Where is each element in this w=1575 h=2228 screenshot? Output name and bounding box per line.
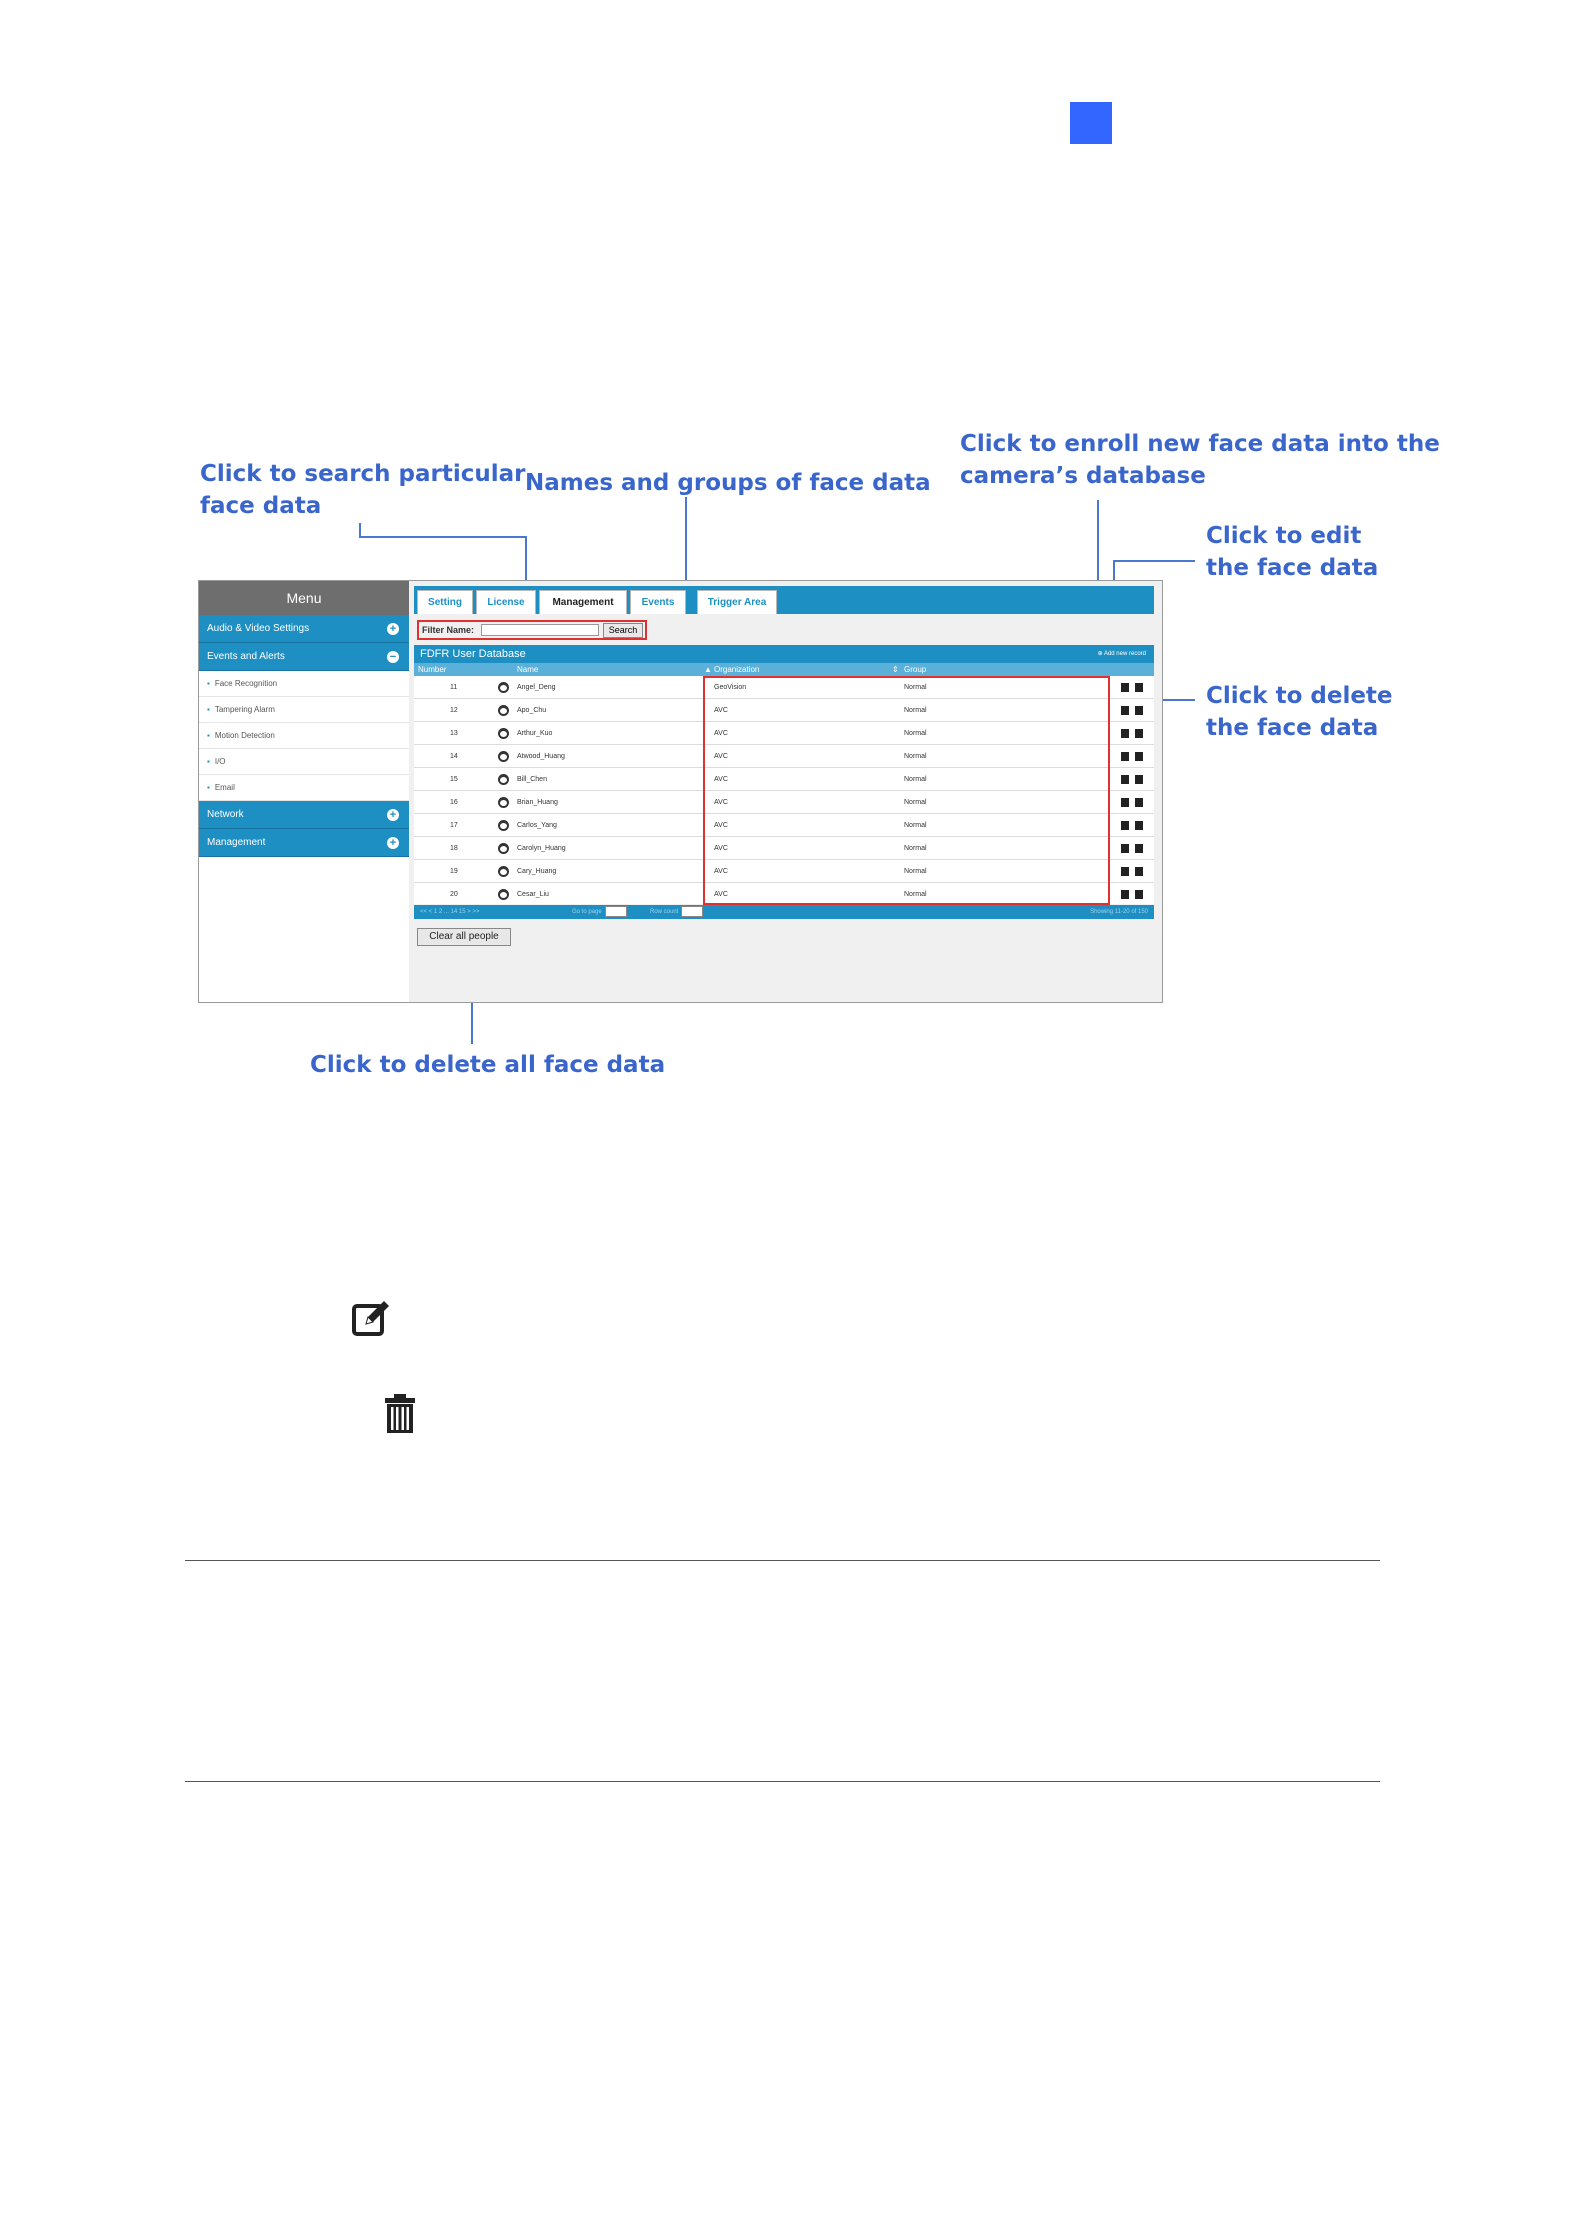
tab-trigger-area[interactable]: Trigger Area (697, 590, 777, 614)
delete-icon[interactable] (1135, 890, 1143, 899)
callout-delete-line2: the face data (1206, 715, 1379, 741)
delete-icon[interactable] (1135, 683, 1143, 692)
row-group: Normal (904, 684, 927, 691)
divider (185, 1560, 1380, 1561)
menu-audio-video-label: Audio & Video Settings (207, 623, 310, 634)
face-icon[interactable] (498, 797, 509, 808)
table-row[interactable] (414, 883, 1154, 906)
go-to-page-label: Go to page (572, 909, 602, 915)
row-organization: AVC (714, 868, 728, 875)
row-name: Brian_Huang (517, 799, 558, 806)
row-name: Cary_Huang (517, 868, 557, 875)
menu-title: Menu (199, 581, 409, 615)
page-select[interactable] (605, 906, 627, 917)
menu-email-label: Email (214, 783, 235, 792)
pagination-bar (414, 905, 1154, 919)
row-organization: AVC (714, 891, 728, 898)
bullet-icon: ▪ (207, 783, 210, 792)
menu-management-label: Management (207, 837, 266, 848)
row-organization: AVC (714, 753, 728, 760)
callout-edit-line1: Click to edit (1206, 523, 1362, 549)
row-group: Normal (904, 822, 927, 829)
clear-all-people-button[interactable]: Clear all people (417, 928, 511, 946)
row-group: Normal (904, 776, 927, 783)
row-number: 14 (450, 753, 458, 760)
row-group: Normal (904, 707, 927, 714)
edit-icon[interactable] (1121, 844, 1129, 853)
add-record-label: Add new record (1103, 651, 1146, 657)
row-group: Normal (904, 845, 927, 852)
plus-icon: + (387, 809, 399, 821)
menu-face-recognition[interactable] (199, 671, 409, 697)
table-row[interactable] (414, 745, 1154, 768)
row-number: 13 (450, 730, 458, 737)
sort-icon[interactable]: ▲ (704, 665, 712, 674)
face-icon[interactable] (498, 889, 509, 900)
edit-icon[interactable] (1121, 821, 1129, 830)
minus-icon: − (387, 651, 399, 663)
row-number: 15 (450, 776, 458, 783)
face-icon[interactable] (498, 682, 509, 693)
sort-icon[interactable]: ⇕ (892, 665, 899, 674)
delete-icon[interactable] (1135, 844, 1143, 853)
delete-icon[interactable] (1135, 867, 1143, 876)
search-button[interactable]: Search (603, 623, 643, 638)
menu-email[interactable] (199, 775, 409, 801)
face-icon[interactable] (498, 843, 509, 854)
tab-management[interactable]: Management (539, 590, 627, 614)
edit-icon (352, 1298, 392, 1338)
tab-bar (414, 586, 1154, 614)
delete-icon[interactable] (1135, 798, 1143, 807)
delete-icon[interactable] (1135, 821, 1143, 830)
menu-events-alerts-label: Events and Alerts (207, 651, 285, 662)
row-count (650, 905, 706, 919)
menu-network-label: Network (207, 809, 244, 820)
table-row[interactable] (414, 699, 1154, 722)
face-icon[interactable] (498, 866, 509, 877)
callout-edit-line2: the face data (1206, 555, 1379, 581)
edit-icon[interactable] (1121, 867, 1129, 876)
database-title-bar (414, 645, 1154, 663)
table-row[interactable] (414, 791, 1154, 814)
page-nav[interactable]: << < 1 2 ... 14 15 > >> (420, 909, 480, 915)
row-name: Angel_Deng (517, 684, 556, 691)
menu-network[interactable] (199, 801, 409, 829)
filter-name-input[interactable] (481, 624, 599, 636)
delete-icon[interactable] (1135, 775, 1143, 784)
row-group: Normal (904, 891, 927, 898)
menu-tampering-alarm-label: Tampering Alarm (214, 705, 275, 714)
row-name: Carolyn_Huang (517, 845, 566, 852)
bullet-icon: ▪ (207, 679, 210, 688)
trash-icon (384, 1394, 416, 1434)
menu-face-recognition-label: Face Recognition (214, 679, 278, 688)
delete-icon[interactable] (1135, 729, 1143, 738)
tab-setting[interactable]: Setting (417, 590, 473, 614)
callout-search (200, 458, 526, 522)
table-body (414, 676, 1154, 904)
row-number: 12 (450, 707, 458, 714)
add-record-link[interactable] (1098, 645, 1146, 663)
callout-edit (1206, 520, 1378, 584)
menu-motion-detection-label: Motion Detection (214, 731, 275, 740)
row-organization: AVC (714, 845, 728, 852)
tab-events[interactable]: Events (630, 590, 686, 614)
face-icon[interactable] (498, 820, 509, 831)
divider (185, 1781, 1380, 1782)
bullet-icon: ▪ (207, 705, 210, 714)
callout-names-groups: Names and groups of face data (525, 470, 931, 496)
plus-icon: + (387, 837, 399, 849)
menu-io-label: I/O (214, 757, 226, 766)
row-name: Bill_Chen (517, 776, 547, 783)
fdfr-screenshot (198, 580, 1163, 1003)
row-group: Normal (904, 753, 927, 760)
row-count-label: Row count (650, 909, 679, 915)
table-row[interactable] (414, 860, 1154, 883)
col-name[interactable]: Name (517, 665, 539, 674)
delete-icon[interactable] (1135, 706, 1143, 715)
edit-icon[interactable] (1121, 752, 1129, 761)
col-number[interactable]: Number (418, 665, 447, 674)
tab-license[interactable]: License (476, 590, 536, 614)
go-to-page (572, 905, 630, 919)
database-title: FDFR User Database (420, 648, 526, 660)
delete-icon[interactable] (1135, 752, 1143, 761)
plus-icon: + (387, 623, 399, 635)
row-number: 16 (450, 799, 458, 806)
showing-count: Showing 11-20 of 150 (1090, 909, 1148, 915)
row-name: Atwood_Huang (517, 753, 565, 760)
face-icon[interactable] (498, 728, 509, 739)
menu-io[interactable] (199, 749, 409, 775)
face-icon[interactable] (498, 774, 509, 785)
row-name: Apo_Chu (517, 707, 547, 714)
table-row[interactable] (414, 676, 1154, 699)
side-menu (199, 615, 410, 1002)
callout-delete-line1: Click to delete (1206, 683, 1393, 709)
table-row[interactable] (414, 722, 1154, 745)
callout-search-line1: Click to search particular (200, 461, 526, 487)
table-row[interactable] (414, 768, 1154, 791)
callout-enroll-line2: camera’s database (960, 463, 1206, 489)
col-organization[interactable]: Organization (714, 665, 760, 674)
menu-tampering-alarm[interactable] (199, 697, 409, 723)
face-icon[interactable] (498, 705, 509, 716)
menu-management[interactable] (199, 829, 409, 857)
row-organization: AVC (714, 799, 728, 806)
row-organization: AVC (714, 730, 728, 737)
menu-audio-video[interactable] (199, 615, 409, 643)
row-organization: AVC (714, 822, 728, 829)
table-row[interactable] (414, 837, 1154, 860)
row-name: Cesar_Liu (517, 891, 549, 898)
row-group: Normal (904, 868, 927, 875)
table-header (414, 663, 1154, 676)
col-group[interactable]: Group (904, 665, 927, 674)
add-icon: ⊕ (1097, 651, 1104, 657)
row-number: 18 (450, 845, 458, 852)
callout-search-line2: face data (200, 493, 322, 519)
row-number: 19 (450, 868, 458, 875)
row-number: 20 (450, 891, 458, 898)
edit-icon[interactable] (1121, 706, 1129, 715)
bullet-icon: ▪ (207, 757, 210, 766)
row-organization: AVC (714, 707, 728, 714)
row-name: Arthur_Kuo (517, 730, 553, 737)
edit-icon[interactable] (1121, 890, 1129, 899)
callout-delete (1206, 680, 1393, 744)
callout-enroll-line1: Click to enroll new face data into the (960, 431, 1440, 457)
menu-motion-detection[interactable] (199, 723, 409, 749)
row-number: 11 (450, 684, 458, 691)
content-pane (409, 581, 1162, 1002)
callout-enroll (960, 428, 1440, 492)
row-number: 17 (450, 822, 458, 829)
row-organization: AVC (714, 776, 728, 783)
callout-delete-all: Click to delete all face data (310, 1052, 666, 1078)
row-count-select[interactable] (681, 906, 703, 917)
filter-label: Filter Name: (422, 625, 475, 635)
row-group: Normal (904, 730, 927, 737)
table-row[interactable] (414, 814, 1154, 837)
bullet-icon: ▪ (207, 731, 210, 740)
menu-events-alerts[interactable] (199, 643, 409, 671)
row-name: Carlos_Yang (517, 822, 557, 829)
row-group: Normal (904, 799, 927, 806)
row-organization: GeoVision (714, 684, 747, 691)
edit-icon[interactable] (1121, 798, 1129, 807)
filter-bar (417, 620, 647, 640)
edit-icon[interactable] (1121, 775, 1129, 784)
edit-icon[interactable] (1121, 729, 1129, 738)
edit-icon[interactable] (1121, 683, 1129, 692)
face-icon[interactable] (498, 751, 509, 762)
